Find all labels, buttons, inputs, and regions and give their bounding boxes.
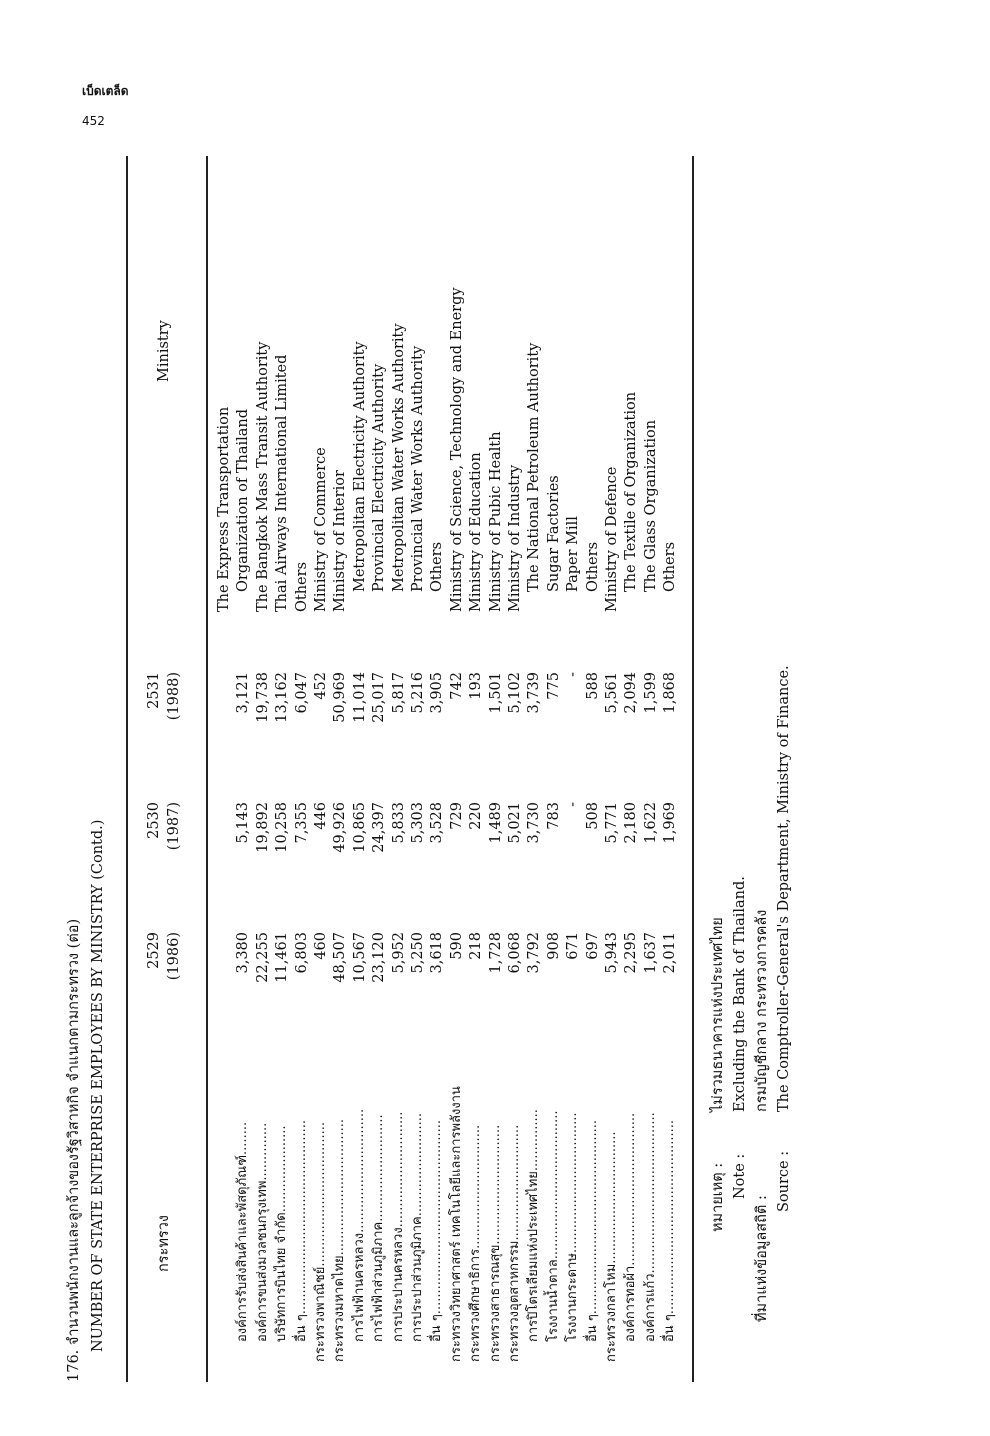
header-2531: 2531 xyxy=(146,672,162,709)
top-rule xyxy=(126,156,128,1382)
row-ministry-th: กระทรวงศึกษาธิการ.............................. xyxy=(468,1124,484,1362)
bottom-rule xyxy=(692,156,694,1382)
row-ministry-en: Ministry of Commerce xyxy=(313,447,329,612)
row-ministry-th: บริษัทการบินไทย จำกัด..................... xyxy=(274,1125,290,1342)
row-value-1987: 7,355 xyxy=(293,802,310,844)
row-ministry-th: กระทรวงกลาโหม................................ xyxy=(604,1131,619,1362)
page-number: 452 xyxy=(82,114,105,128)
row-ministry-en: Ministry of Pubic Health xyxy=(487,431,504,612)
row-ministry-th: อื่น ๆ............................................... xyxy=(293,1119,309,1342)
row-ministry-en: Ministry of Industry xyxy=(507,464,523,612)
row-value-1986: 5,943 xyxy=(604,932,620,974)
row-value-1988: 775 xyxy=(545,672,562,700)
row-value-1988: 742 xyxy=(448,672,465,700)
row-value-1988: 6,047 xyxy=(293,672,310,714)
row-value-1988: 5,561 xyxy=(604,672,620,714)
section-title: เบ็ดเตล็ด xyxy=(82,84,129,98)
row-value-1987: 10,865 xyxy=(351,802,368,853)
row-ministry-en: Others xyxy=(584,541,601,592)
row-value-1987: 446 xyxy=(313,802,329,830)
row-value-1987: 2,180 xyxy=(623,802,640,844)
table-title-th: 176. จำนวนพนักงานและลูกจ้างของรัฐวิสาหกิจ จำแนกตามกระทรวง (ต่อ) xyxy=(66,918,82,1382)
row-ministry-en: Provincial Electricity Authority xyxy=(371,363,388,592)
row-value-1986: 2,295 xyxy=(623,932,640,974)
row-ministry-en: The Textile of Organization xyxy=(623,391,640,592)
row-value-1986: 48,507 xyxy=(332,932,349,983)
row-value-1987: 508 xyxy=(584,802,601,830)
row-value-1987: 1,622 xyxy=(642,802,659,844)
row-value-1987: 5,021 xyxy=(507,802,523,844)
row-ministry-th: องค์การทอผ้า..................................... xyxy=(623,1112,639,1342)
row-ministry-en: Others xyxy=(429,541,446,592)
table-title-en: NUMBER OF STATE ENTERPRISE EMPLOYEES BY MINISTRY (Contd.) xyxy=(90,819,106,1352)
row-ministry-th: การไฟฟ้าส่วนภูมิภาค.......................... xyxy=(371,1114,387,1342)
row-ministry-th: กระทรวงสาธารณสุข............................. xyxy=(487,1124,503,1362)
row-value-1988: 50,969 xyxy=(332,672,349,723)
remark-th: ไม่รวมธนาคารแห่งประเทศไทย xyxy=(710,917,726,1112)
source-en: The Comptroller-General's Department, Ministry of Finance. xyxy=(776,665,792,1112)
row-ministry-en: Ministry of Science, Technology and Energy xyxy=(448,287,465,612)
row-value-1986: 3,618 xyxy=(429,932,446,974)
row-value-1988: 193 xyxy=(468,672,485,700)
row-value-1988: 3,905 xyxy=(429,672,446,714)
header-1987: (1987) xyxy=(166,802,182,851)
row-value-1988: 2,094 xyxy=(623,672,640,714)
header-ministry-th: กระทรวง xyxy=(156,1215,172,1272)
row-value-1986: 6,803 xyxy=(293,932,310,974)
row-ministry-th: องค์การรับส่งสินค้าและพัสดุภัณฑ์........ xyxy=(235,1121,251,1342)
row-value-1987: 1,969 xyxy=(662,802,679,844)
row-value-1986: 218 xyxy=(468,932,485,960)
row-value-1987: 5,771 xyxy=(604,802,620,844)
row-value-1986: 1,728 xyxy=(487,932,504,974)
row-ministry-en: Organization of Thailand xyxy=(235,408,252,592)
row-ministry-th: องค์การขนส่งมวลชนกรุงเทพ.............. xyxy=(254,1122,270,1342)
row-ministry-en: Others xyxy=(662,541,679,592)
row-ministry-en: Ministry of Defence xyxy=(604,466,620,612)
row-value-1987: 19,892 xyxy=(254,802,271,853)
row-ministry-en: Paper Mill xyxy=(565,516,582,592)
row-value-1986: 3,380 xyxy=(235,932,252,974)
row-ministry-th: การประปานครหลวง............................ xyxy=(390,1111,406,1342)
row-value-1987: 729 xyxy=(448,802,465,830)
note-en: Excluding the Bank of Thailand. xyxy=(732,876,748,1112)
row-ministry-en: Ministry of Education xyxy=(468,452,485,612)
row-value-1988: 19,738 xyxy=(254,672,271,723)
row-value-1986: 11,461 xyxy=(274,932,291,983)
row-value-1986: 697 xyxy=(584,932,601,960)
row-ministry-en: Metropolitan Water Works Authority xyxy=(390,323,407,592)
row-ministry-en: Others xyxy=(293,561,310,612)
row-value-1986: 590 xyxy=(448,932,465,960)
row-ministry-en: The Express Transportation xyxy=(216,406,232,612)
row-value-1986: 10,567 xyxy=(351,932,368,983)
header-2529: 2529 xyxy=(146,932,162,969)
row-ministry-th: กระทรวงวิทยาศาสตร์ เทคโนโลยีและการพลังงาน xyxy=(448,1086,464,1362)
row-value-1987: 5,833 xyxy=(390,802,407,844)
row-value-1988: 13,162 xyxy=(274,672,291,723)
row-ministry-th: อื่น ๆ............................................... xyxy=(662,1119,678,1342)
row-value-1988: - xyxy=(565,672,582,677)
row-value-1988: 5,102 xyxy=(507,672,523,714)
row-value-1987: 1,489 xyxy=(487,802,504,844)
source-th: กรมบัญชีกลาง กระทรวงการคลัง xyxy=(754,909,770,1112)
row-value-1987: 3,730 xyxy=(526,802,543,844)
row-value-1986: 3,792 xyxy=(526,932,543,974)
header-1988: (1988) xyxy=(166,672,182,721)
row-value-1987: 3,528 xyxy=(429,802,446,844)
row-ministry-th: อื่น ๆ............................................... xyxy=(584,1119,600,1342)
row-value-1988: 3,121 xyxy=(235,672,252,714)
row-ministry-th: การประปาส่วนภูมิภาค......................... xyxy=(410,1112,425,1342)
row-value-1988: 3,739 xyxy=(526,672,543,714)
header-ministry-en: Ministry xyxy=(156,320,172,382)
row-value-1986: 6,068 xyxy=(507,932,523,974)
row-value-1988: 5,817 xyxy=(390,672,407,714)
row-value-1988: 25,017 xyxy=(371,672,388,723)
row-ministry-en: Metropolitan Electricity Authority xyxy=(351,341,368,592)
row-value-1986: 22,255 xyxy=(254,932,271,983)
row-ministry-en: Ministry of Interior xyxy=(332,470,349,612)
row-ministry-th: การปิโตรเลียมแห่งประเทศไทย............... xyxy=(526,1109,542,1342)
header-2530: 2530 xyxy=(146,802,162,839)
row-ministry-en: Sugar Factories xyxy=(545,475,562,592)
row-value-1986: 908 xyxy=(545,932,562,960)
row-ministry-en: Provincial Water Works Authority xyxy=(410,345,426,592)
row-ministry-th: กระทรวงมหาดไทย................................. xyxy=(332,1118,348,1362)
header-rule xyxy=(206,156,208,1382)
row-value-1988: 1,501 xyxy=(487,672,504,714)
row-value-1986: 23,120 xyxy=(371,932,388,983)
remark-label-th: หมายเหตุ : xyxy=(710,1162,726,1232)
note-label: Note : xyxy=(732,1153,748,1199)
row-value-1988: 588 xyxy=(584,672,601,700)
row-ministry-en: Thai Airways International Limited xyxy=(274,354,291,612)
row-value-1987: 783 xyxy=(545,802,562,830)
row-value-1987: 5,303 xyxy=(410,802,426,844)
row-ministry-th: การไฟฟ้านครหลวง.............................. xyxy=(351,1108,367,1342)
row-value-1986: 1,637 xyxy=(642,932,659,974)
row-value-1987: - xyxy=(565,802,582,807)
row-value-1987: 220 xyxy=(468,802,485,830)
row-value-1986: 460 xyxy=(313,932,329,960)
row-value-1988: 11,014 xyxy=(351,672,368,723)
row-value-1986: 671 xyxy=(565,932,582,960)
source-label: Source : xyxy=(776,1150,792,1212)
row-ministry-th: โรงงานน้ำตาล.................................... xyxy=(545,1110,561,1342)
row-ministry-th: กระทรวงอุตสาหกรรม............................ xyxy=(507,1124,522,1362)
row-value-1986: 2,011 xyxy=(662,932,679,974)
row-value-1986: 5,952 xyxy=(390,932,407,974)
source-label-th: ที่มาแห่งข้อมูลสถิติ : xyxy=(754,1195,770,1322)
header-1986: (1986) xyxy=(166,932,182,981)
rotated-table xyxy=(60,156,805,1382)
row-value-1987: 5,143 xyxy=(235,802,252,844)
row-value-1988: 452 xyxy=(313,672,329,700)
row-value-1988: 5,216 xyxy=(410,672,426,714)
row-value-1987: 24,397 xyxy=(371,802,388,853)
row-ministry-en: The National Petroleum Authority xyxy=(526,342,543,592)
row-value-1986: 5,250 xyxy=(410,932,426,974)
row-ministry-th: องค์การแก้ว....................................... xyxy=(642,1112,658,1342)
row-ministry-en: The Glass Organization xyxy=(642,419,659,592)
row-value-1987: 10,258 xyxy=(274,802,291,853)
row-value-1988: 1,868 xyxy=(662,672,679,714)
row-value-1988: 1,599 xyxy=(642,672,659,714)
row-value-1987: 49,926 xyxy=(332,802,349,853)
row-ministry-th: กระทรวงพาณิชย์................................... xyxy=(313,1121,328,1362)
row-ministry-th: อื่น ๆ............................................... xyxy=(429,1119,445,1342)
row-ministry-en: The Bangkok Mass Transit Authority xyxy=(254,341,271,612)
row-ministry-th: โรงงานกระดาษ.................................. xyxy=(565,1112,581,1342)
